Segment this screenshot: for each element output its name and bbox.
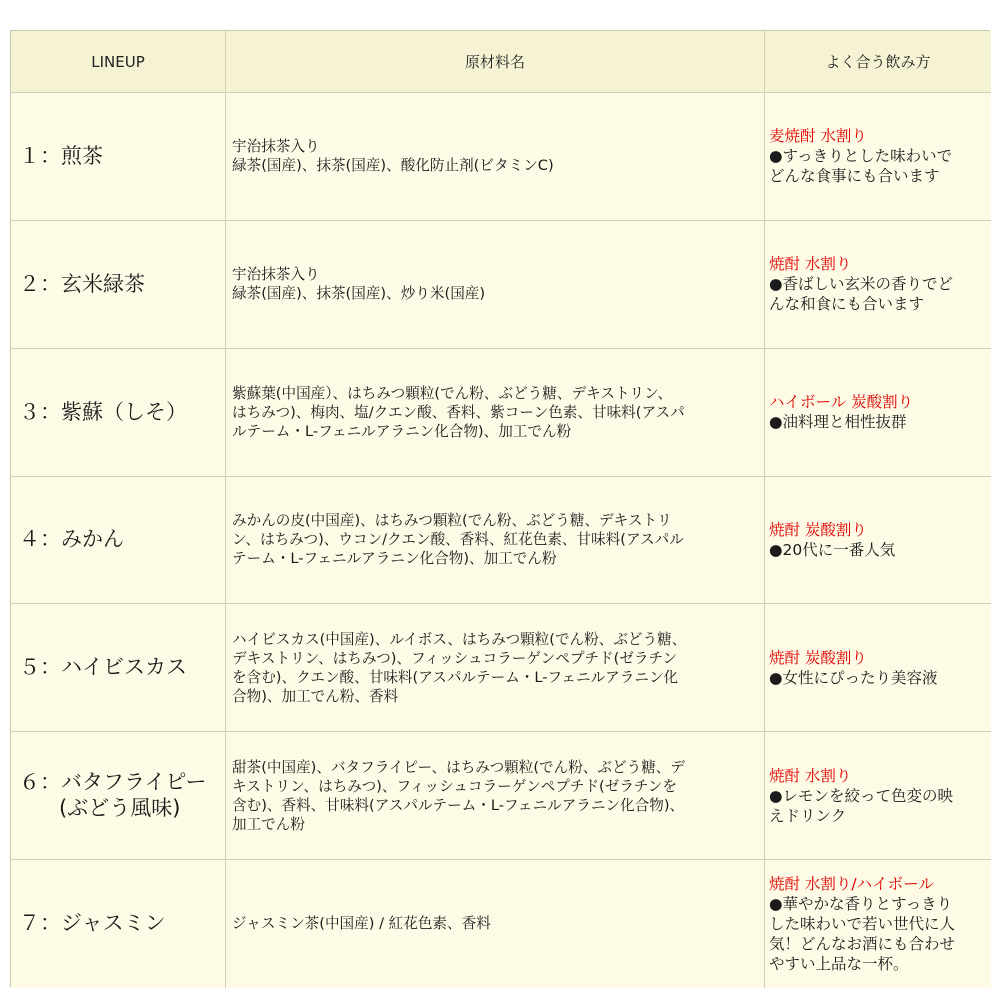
product-name: ３：紫蘇（しそ） <box>19 399 187 424</box>
pairing-description: ●20代に一番人気 <box>769 540 896 559</box>
lineup-table <box>10 30 990 987</box>
product-subname: (ぶどう風味) <box>59 795 181 820</box>
ingredients-text: 宇治抹茶入り 緑茶(国産)、抹茶(国産)、炒り米(国産) <box>232 266 486 303</box>
pairing-description: ●香ばしい玄米の香りでど んな和食にも合います <box>769 275 954 314</box>
lineup-name-cell <box>11 732 226 860</box>
ingredients-text: 甜茶(中国産)、バタフライピー、はちみつ顆粒(でん粉、ぶどう糖、デ キストリン、はちみつ)、フィッシュコラーゲンペプチド(ゼラチンを 含む)、香料、甘味料(アスパルテーム・L-フェニルアラニン化合物)、 加工でん粉 <box>232 758 685 833</box>
header-ingredients: 原材料名 <box>226 31 765 93</box>
ingredients-text: 紫蘇葉(中国産）、はちみつ顆粒(でん粉、ぶどう糖、デキストリン、 はちみつ)、梅肉、塩/クエン酸、香料、紫コーン色素、甘味料(アスパ ルテーム・L-フェニルアラニン化合物)、加工でん粉 <box>232 384 685 440</box>
ingredients-cell <box>226 860 765 988</box>
pairing-description: ●華やかな香りとすっきり した味わいで若い世代に人 気！どんなお酒にも合わせ やすい上品な一杯。 <box>769 894 956 973</box>
pairing-style: 焼酎 水割り <box>769 766 852 785</box>
product-name: ７：ジャスミン <box>19 911 166 936</box>
lineup-name-cell <box>11 349 226 477</box>
product-name: ６：バタフライピー <box>19 770 207 795</box>
pairing-style: 焼酎 炭酸割り <box>769 520 867 539</box>
lineup-name-cell <box>11 860 226 988</box>
product-name: ５：ハイビスカス <box>19 655 187 680</box>
ingredients-text: ジャスミン茶(中国産) / 紅花色素、香料 <box>232 915 491 933</box>
product-name: １：煎茶 <box>19 143 103 168</box>
lineup-name-cell <box>11 221 226 349</box>
pairing-cell <box>765 93 991 221</box>
ingredients-cell <box>226 349 765 477</box>
pairing-cell <box>765 732 991 860</box>
pairing-style: 焼酎 水割り <box>769 255 852 274</box>
pairing-description: ●すっきりとした味わいで どんな食事にも合います <box>769 147 953 186</box>
lineup-name-cell <box>11 93 226 221</box>
ingredients-cell <box>226 93 765 221</box>
ingredients-text: ハイビスカス(中国産)、ルイボス、はちみつ顆粒(でん粉、ぶどう糖、 デキストリン、はちみつ)、フィッシュコラーゲンペプチド(ゼラチン を含む)、クエン酸、甘味料(アスパルテーム・L-フェニルアラニン化 合物)、加工でん粉、香料 <box>232 630 687 705</box>
pairing-cell <box>765 221 991 349</box>
lineup-name-cell <box>11 604 226 732</box>
pairing-cell <box>765 604 991 732</box>
pairing-description: ●女性にぴったり美容液 <box>769 668 938 687</box>
header-lineup: LINEUP <box>11 31 226 93</box>
ingredients-text: 宇治抹茶入り 緑茶(国産)、抹茶(国産)、酸化防止剤(ビタミンC) <box>232 138 554 175</box>
pairing-cell <box>765 860 991 988</box>
product-name: ４：みかん <box>19 527 124 552</box>
ingredients-cell <box>226 477 765 605</box>
pairing-style: 焼酎 炭酸割り <box>769 648 867 667</box>
pairing-style: 麦焼酎 水割り <box>769 127 867 146</box>
pairing-cell <box>765 477 991 605</box>
pairing-style: 焼酎 水割り/ハイボール <box>769 874 934 893</box>
ingredients-cell <box>226 732 765 860</box>
ingredients-cell <box>226 604 765 732</box>
header-pairing: よく合う飲み方 <box>765 31 991 93</box>
ingredients-text: みかんの皮(中国産)、はちみつ顆粒(でん粉、ぶどう糖、デキストリ ン、はちみつ)、ウコン/クエン酸、香料、紅花色素、甘味料(アスパル テーム・L-フェニルアラニン化合物)、加工でん粉 <box>232 512 684 568</box>
pairing-cell <box>765 349 991 477</box>
pairing-description: ●油料理と相性抜群 <box>769 413 907 432</box>
lineup-name-cell <box>11 477 226 605</box>
pairing-style: ハイボール 炭酸割り <box>769 393 914 412</box>
product-name: ２：玄米緑茶 <box>19 271 145 296</box>
pairing-description: ●レモンを絞って色変の映 えドリンク <box>769 786 954 825</box>
ingredients-cell <box>226 221 765 349</box>
